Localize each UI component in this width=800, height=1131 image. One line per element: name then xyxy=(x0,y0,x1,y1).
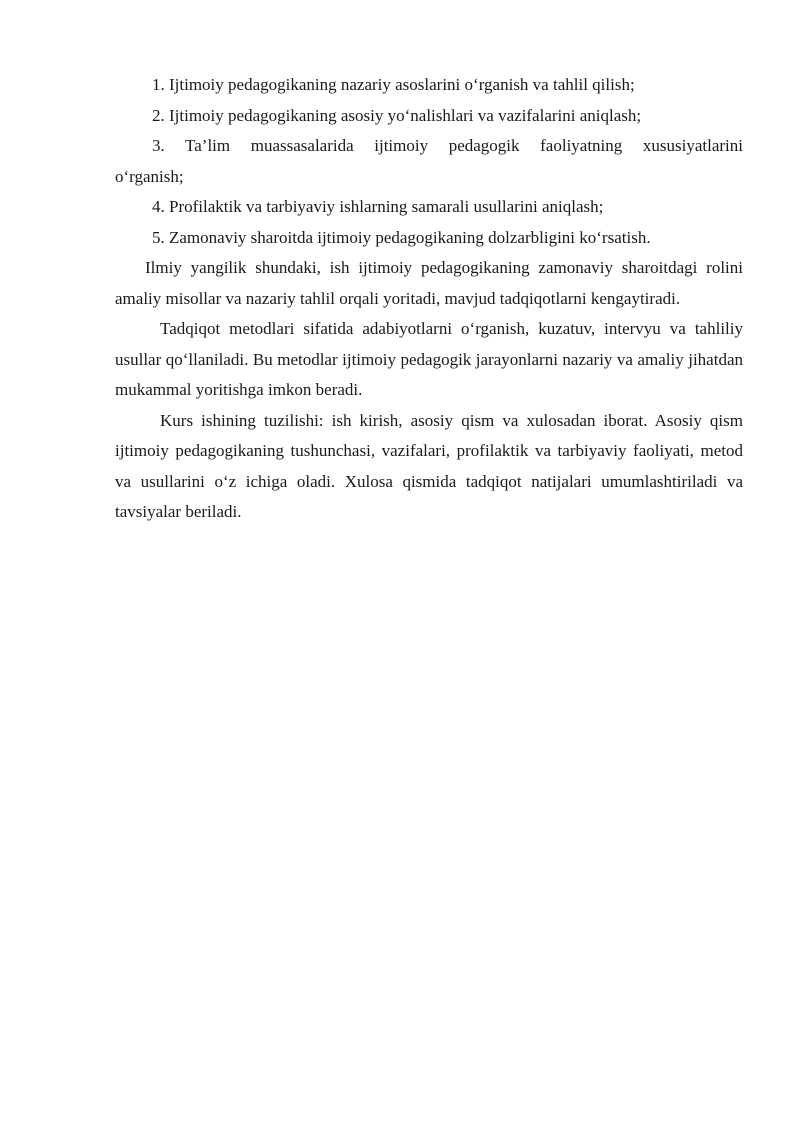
paragraph-scientific-novelty: Ilmiy yangilik shundaki, ish ijtimoiy pedagogikaning zamonaviy sharoitdagi rolini amaliy misollar va nazariy tahlil orqali yoritadi, mavjud tadqiqotlarni kengaytiradi. xyxy=(115,258,743,308)
paragraph-course-structure: Kurs ishining tuzilishi: ish kirish, asosiy qism va xulosadan iborat. Asosiy qism ijtimoiy pedagogikaning tushunchasi, vazifalari, profilaktik va tarbiyaviy faoliyati, metod va usullarini o‘z ichiga oladi. Xulosa qismida tadqiqot natijalari umumlashtiriladi va tavsiyalar beriladi. xyxy=(115,410,743,521)
list-item-4: 4. Profilaktik va tarbiyaviy ishlarning samarali usullarini aniqlash; xyxy=(152,197,604,216)
list-item-5: 5. Zamonaviy sharoitda ijtimoiy pedagogikaning dolzarbligini ko‘rsatish. xyxy=(152,227,651,247)
paragraph-research-methods: Tadqiqot metodlari sifatida adabiyotlarni o‘rganish, kuzatuv, intervyu va tahliliy usullar qo‘llaniladi. Bu metodlar ijtimoiy pedagogik jarayonlarni nazariy va amaliy jihatdan mukammal yoritishga imkon beradi. xyxy=(115,319,743,399)
list-item-2: 2. Ijtimoiy pedagogikaning asosiy yo‘nalishlari va vazifalarini aniqlash; xyxy=(152,105,642,125)
list-item-1: 1. Ijtimoiy pedagogikaning nazariy asoslarini o‘rganish va tahlil qilish; xyxy=(152,75,635,94)
document-body xyxy=(115,70,743,528)
list-item-3: 3. Ta’lim muassasalarida ijtimoiy pedagogik faoliyatning xususiyatlarini o‘rganish; xyxy=(115,136,743,186)
